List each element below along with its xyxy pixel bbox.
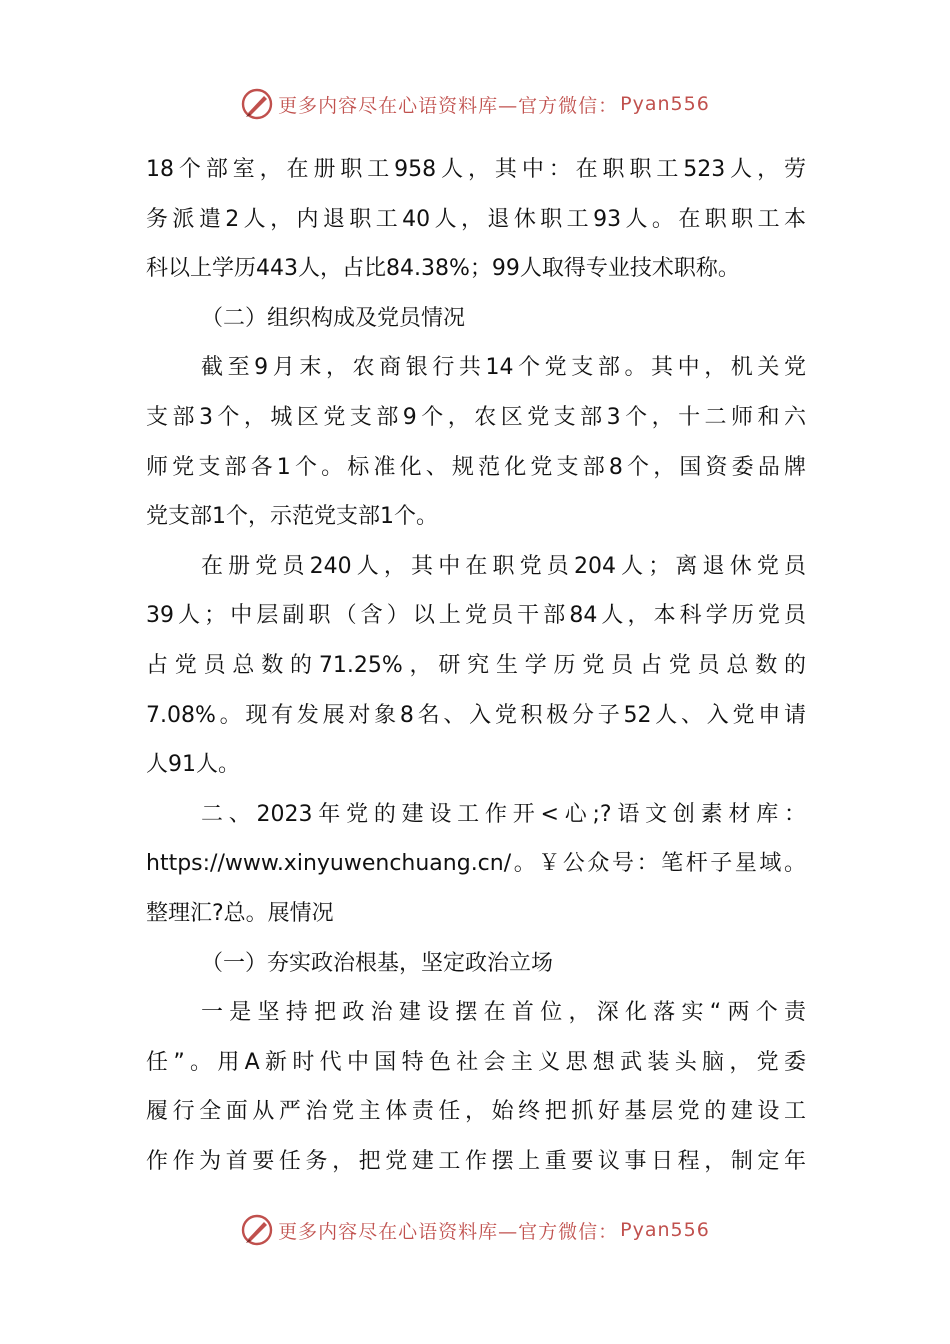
section-heading-political: （一）夯实政治根基，坚定政治立场: [201, 950, 554, 976]
watermark-handle-text: Pyan556: [620, 93, 710, 115]
section-heading-2023-line-2: https://www.xinyuwenchuang.cn/。￥公众号：笔杆子星域。: [146, 851, 806, 877]
paragraph-members-line-5: 人91人。: [146, 752, 240, 778]
paragraph-political-line-1: 一是坚持把政治建设摆在首位，深化落实“两个责: [201, 1000, 806, 1026]
paragraph-staff-line-2: 务派遣2人，内退职工40人，退休职工93人。在职职工本: [146, 206, 806, 232]
paragraph-branches-line-4: 党支部1个，示范党支部1个。: [146, 504, 438, 530]
paragraph-members-line-2: 39人；中层副职（含）以上党员干部84人，本科学历党员: [146, 603, 806, 629]
paragraph-branches-line-3: 师党支部各1个。标准化、规范化党支部8个，国资委品牌: [146, 454, 806, 480]
pen-logo-icon: [240, 1213, 274, 1247]
paragraph-members-line-4: 7.08%。现有发展对象8名、入党积极分子52人、入党申请: [146, 702, 806, 728]
pen-logo-icon: [240, 87, 274, 121]
paragraph-political-line-3: 履行全面从严治党主体责任，始终把抓好基层党的建设工: [146, 1099, 806, 1125]
paragraph-members-line-3: 占党员总数的71.25%，研究生学历党员占党员总数的: [146, 652, 806, 678]
paragraph-political-line-4: 作作为首要任务，把党建工作摆上重要议事日程，制定年: [146, 1148, 806, 1174]
watermark-brand-text: 更多内容尽在心语资料库—官方微信：: [278, 1220, 619, 1243]
header-watermark: [0, 86, 950, 122]
paragraph-members-line-1: 在册党员240人，其中在职党员204人；离退休党员: [201, 553, 806, 579]
paragraph-staff-line-3: 科以上学历443人，占比84.38%；99人取得专业技术职称。: [146, 256, 740, 282]
paragraph-staff-line-1: 18个部室，在册职工958人，其中：在职职工523人，劳: [146, 157, 806, 182]
document-body: [146, 145, 806, 1186]
footer-watermark: [0, 1212, 950, 1248]
watermark-brand-text: 更多内容尽在心语资料库—官方微信：: [278, 94, 619, 117]
watermark-handle-text: Pyan556: [620, 1219, 710, 1241]
paragraph-political-line-2: 任”。用A新时代中国特色社会主义思想武装头脑，党委: [146, 1049, 806, 1075]
section-heading-organization: （二）组织构成及党员情况: [201, 305, 466, 331]
paragraph-branches-line-2: 支部3个，城区党支部9个，农区党支部3个，十二师和六: [146, 404, 806, 430]
paragraph-branches-line-1: 截至9月末，农商银行共14个党支部。其中，机关党: [201, 355, 806, 381]
section-heading-2023-line-3: 整理汇?总。展情况: [146, 900, 334, 926]
section-heading-2023-line-1: 二、2023年党的建设工作开<心;?语文创素材库：: [201, 801, 806, 827]
